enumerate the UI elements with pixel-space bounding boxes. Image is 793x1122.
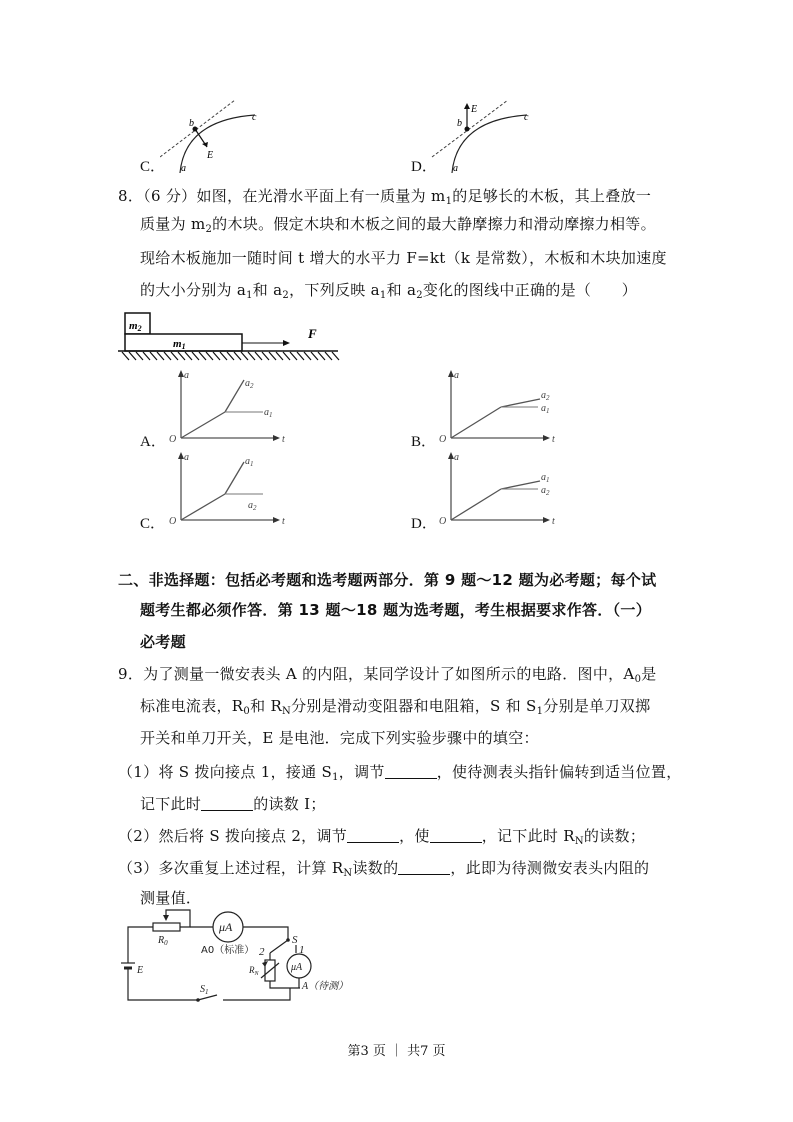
- s1-label: $S_1$: [200, 984, 209, 996]
- q9-step-3-cont: 测量值．: [140, 889, 202, 907]
- x-axis-label: t: [282, 516, 285, 527]
- a-label: A（待测）: [302, 981, 349, 992]
- ground-hatch: [122, 352, 339, 360]
- tangent-line: [432, 100, 508, 157]
- origin-label: O: [169, 434, 177, 445]
- q8-block-figure: [118, 308, 343, 368]
- hatch-mark: [171, 352, 178, 360]
- r0-label: $R_0$: [158, 935, 168, 947]
- q8-text: 如图，在光滑水平面上有一质量为 m: [196, 187, 446, 205]
- q9-text: 标准电流表，R: [140, 697, 244, 715]
- hatch-mark: [227, 352, 234, 360]
- a0-meter-symbol: μA: [219, 920, 233, 934]
- q8-number: 8．: [118, 187, 144, 205]
- subscript: 2: [205, 224, 213, 235]
- q9-text: （1）将 S 拨向接点 1，接通 S: [118, 763, 333, 781]
- shared-segment: [181, 412, 225, 438]
- field-arrow-head: [464, 103, 470, 109]
- page-footer: 第3 页 ｜ 共7 页: [347, 1044, 446, 1059]
- subscript: 1: [445, 196, 453, 207]
- q8-text: 的大小分别为 a: [140, 281, 247, 299]
- q7-option-c-label: C．: [140, 159, 166, 175]
- x-axis-arrow: [543, 435, 550, 441]
- q8-text: ，下列反映 a: [289, 281, 380, 299]
- subscript: 2: [416, 290, 423, 301]
- subscript: 2: [282, 290, 290, 301]
- x-axis-arrow: [273, 517, 280, 523]
- switch-s1-pivot: [196, 998, 200, 1002]
- q9-text: ，使待测表头指针偏转到适当位置，: [436, 763, 682, 781]
- upper-series-label: $a_2$: [245, 378, 254, 390]
- q9-text: ，使: [399, 827, 430, 845]
- x-axis-arrow: [543, 517, 550, 523]
- subscript: 1: [332, 772, 339, 783]
- switch-s-pivot: [286, 938, 290, 942]
- hatch-mark: [185, 352, 192, 360]
- q9-text: （2）然后将 S 拨向接点 2，调节: [118, 827, 348, 845]
- origin-label: O: [439, 516, 447, 527]
- answer-blank-4[interactable]: [430, 827, 482, 843]
- hatch-mark: [241, 352, 248, 360]
- switch-s-label: S: [292, 934, 298, 946]
- q9-text: 的读数 I；: [253, 795, 326, 813]
- a-meter-symbol: μA: [291, 962, 303, 973]
- q9-text: ，调节: [338, 763, 385, 781]
- hatch-mark: [325, 352, 332, 360]
- wire-to-s: [243, 927, 288, 939]
- q8-text: 的足够长的木板，其上叠放一: [452, 187, 652, 205]
- hatch-mark: [164, 352, 171, 360]
- subscript: 1: [536, 706, 544, 717]
- point-c-label: c: [252, 112, 257, 123]
- hatch-mark: [136, 352, 143, 360]
- x-axis-label: t: [552, 434, 555, 445]
- q8-text: 和 a: [386, 281, 417, 299]
- wire-bottom-right: [223, 988, 290, 1000]
- hatch-mark: [129, 352, 136, 360]
- answer-blank-5[interactable]: [398, 859, 450, 875]
- q9-text: 记下此时: [140, 795, 202, 813]
- rn-label: $R_N$: [249, 965, 259, 977]
- upper-line: [225, 380, 244, 412]
- upper-series-label: $a_1$: [245, 456, 254, 468]
- q9-text: 和 R: [250, 697, 283, 715]
- hatch-mark: [157, 352, 164, 360]
- r0-slider-arrow: [163, 915, 169, 921]
- hatch-mark: [318, 352, 325, 360]
- q9-text: 9．为了测量一微安表头 A 的内阻，某同学设计了如图所示的电路．图中，A: [118, 665, 635, 683]
- y-axis-label: a: [184, 452, 189, 463]
- upper-line: [501, 399, 540, 407]
- q8-text: 现给木板施加一随时间 t 增大的水平力 F=kt（k 是常数），木板和木块加速度: [140, 249, 667, 267]
- q9-text: （3）多次重复上述过程，计算 R: [118, 859, 344, 877]
- q8-option-c-label: C．: [140, 516, 166, 532]
- q9-circuit-diagram: [118, 905, 368, 1010]
- q9-text: ，此即为待测微安表头内阻的: [450, 859, 650, 877]
- q9-text: 是: [641, 665, 657, 683]
- lower-series-label: $a_2$: [248, 500, 257, 512]
- m1-label: m1: [173, 338, 186, 351]
- hatch-mark: [234, 352, 241, 360]
- q8-option-b-label: B．: [411, 434, 437, 450]
- hatch-mark: [192, 352, 199, 360]
- subscript: 1: [379, 290, 387, 301]
- subscript: 0: [634, 674, 642, 685]
- origin-label: O: [439, 434, 447, 445]
- x-axis-label: t: [552, 516, 555, 527]
- tangent-line: [160, 100, 235, 157]
- q8-text: 变化的图线中正确的是（ ）: [422, 281, 638, 299]
- rn-bottom-wire: [270, 981, 300, 988]
- hatch-mark: [276, 352, 283, 360]
- force-label: F: [308, 326, 317, 341]
- point-a-label: a: [453, 163, 458, 174]
- shared-segment: [181, 494, 225, 520]
- subscript: N: [282, 706, 292, 717]
- q9-step-3: [118, 858, 649, 878]
- curve-path: [452, 115, 527, 173]
- field-arrow-head: [202, 142, 208, 147]
- r0-slider-wire: [166, 910, 190, 927]
- subscript: N: [574, 836, 584, 847]
- hatch-mark: [178, 352, 185, 360]
- q9-line-1: [118, 664, 657, 684]
- wire-left-bottom: [128, 975, 198, 1000]
- upper-series-label: $a_2$: [541, 390, 550, 402]
- q8-graph-c: [168, 450, 288, 528]
- point-b-label: b: [457, 118, 462, 129]
- q8-option-d-label: D．: [411, 516, 437, 532]
- hatch-mark: [220, 352, 227, 360]
- point-a-label: a: [181, 163, 186, 174]
- q7-option-d-label: D．: [411, 159, 437, 175]
- q8-option-a-label: A．: [140, 434, 166, 450]
- lower-series-label: $a_2$: [541, 485, 550, 497]
- shared-segment: [451, 489, 501, 520]
- hatch-mark: [290, 352, 297, 360]
- answer-blank-2[interactable]: [201, 795, 253, 811]
- shared-segment: [451, 407, 501, 438]
- contact-2-label: 2: [259, 946, 265, 958]
- hatch-mark: [283, 352, 290, 360]
- q8-line-1: [118, 186, 651, 206]
- q9-text: 的读数；: [583, 827, 646, 845]
- subscript: N: [343, 868, 353, 879]
- q7-option-d-diagram: [430, 95, 550, 175]
- lower-series-label: $a_1$: [264, 407, 273, 419]
- q8-text: 的木块。假定木块和木板之间的最大静摩擦力和滑动摩擦力相等。: [212, 215, 656, 233]
- hatch-mark: [150, 352, 157, 360]
- resistor-r0: [153, 923, 180, 931]
- hatch-mark: [297, 352, 304, 360]
- upper-line: [225, 462, 244, 494]
- subscript: 1: [246, 290, 253, 301]
- hatch-mark: [248, 352, 255, 360]
- q9-text: 分别是单刀双掷: [543, 697, 651, 715]
- q8-score: （6 分）: [143, 187, 197, 205]
- force-arrow-head: [283, 340, 290, 346]
- subscript: 0: [243, 706, 251, 717]
- battery-label: E: [137, 965, 144, 976]
- answer-blank-1[interactable]: [385, 763, 437, 779]
- hatch-mark: [311, 352, 318, 360]
- hatch-mark: [199, 352, 206, 360]
- field-label: E: [207, 150, 214, 161]
- q8-text: 质量为 m: [140, 215, 206, 233]
- hatch-mark: [262, 352, 269, 360]
- q8-line-2: [140, 214, 656, 234]
- y-axis-label: a: [184, 370, 189, 381]
- y-axis-label: a: [454, 370, 459, 381]
- m2-label: m2: [129, 320, 142, 333]
- wire-left-top: [128, 927, 153, 963]
- q9-step-1: [118, 762, 682, 782]
- lower-series-label: $a_1$: [541, 403, 550, 415]
- q8-graph-d: [438, 450, 558, 528]
- field-label: E: [471, 104, 478, 115]
- a0-label: A0（标准）: [201, 945, 255, 956]
- hatch-mark: [255, 352, 262, 360]
- hatch-mark: [304, 352, 311, 360]
- section2-heading-line3: 必考题: [140, 633, 186, 651]
- answer-blank-3[interactable]: [347, 827, 399, 843]
- contact-1-label: 1: [299, 944, 305, 956]
- q9-line-3: 开关和单刀开关，E 是电池．完成下列实验步骤中的填空：: [140, 729, 539, 747]
- q9-line-2: [140, 696, 650, 716]
- hatch-mark: [206, 352, 213, 360]
- origin-label: O: [169, 516, 177, 527]
- x-axis-label: t: [282, 434, 285, 445]
- q9-step-1-cont: [140, 794, 326, 814]
- hatch-mark: [269, 352, 276, 360]
- upper-line: [501, 481, 540, 489]
- switch-s-blade: [270, 940, 288, 953]
- q8-line-3: [140, 248, 667, 268]
- point-c-label: c: [524, 112, 529, 123]
- q9-text: 分别是滑动变阻器和电阻箱，S 和 S: [291, 697, 537, 715]
- section2-heading-line1: 二、非选择题：包括必考题和选考题两部分．第 9 题～12 题为必考题；每个试: [118, 571, 657, 589]
- hatch-mark: [332, 352, 339, 360]
- q7-option-c-diagram: [160, 95, 280, 175]
- q9-step-2: [118, 826, 645, 846]
- point-b-label: b: [189, 118, 194, 129]
- section2-heading-line2: 题考生都必须作答．第 13 题～18 题为选考题，考生根据要求作答．（一）: [140, 601, 652, 619]
- hatch-mark: [143, 352, 150, 360]
- hatch-mark: [122, 352, 129, 360]
- q8-text: 和 a: [252, 281, 283, 299]
- q8-graph-b: [438, 368, 558, 446]
- upper-series-label: $a_1$: [541, 472, 550, 484]
- q8-line-4: [140, 280, 637, 300]
- q9-text: ，记下此时 R: [481, 827, 575, 845]
- q8-graph-a: [168, 368, 288, 446]
- hatch-mark: [213, 352, 220, 360]
- x-axis-arrow: [273, 435, 280, 441]
- y-axis-label: a: [454, 452, 459, 463]
- q9-text: 读数的: [352, 859, 399, 877]
